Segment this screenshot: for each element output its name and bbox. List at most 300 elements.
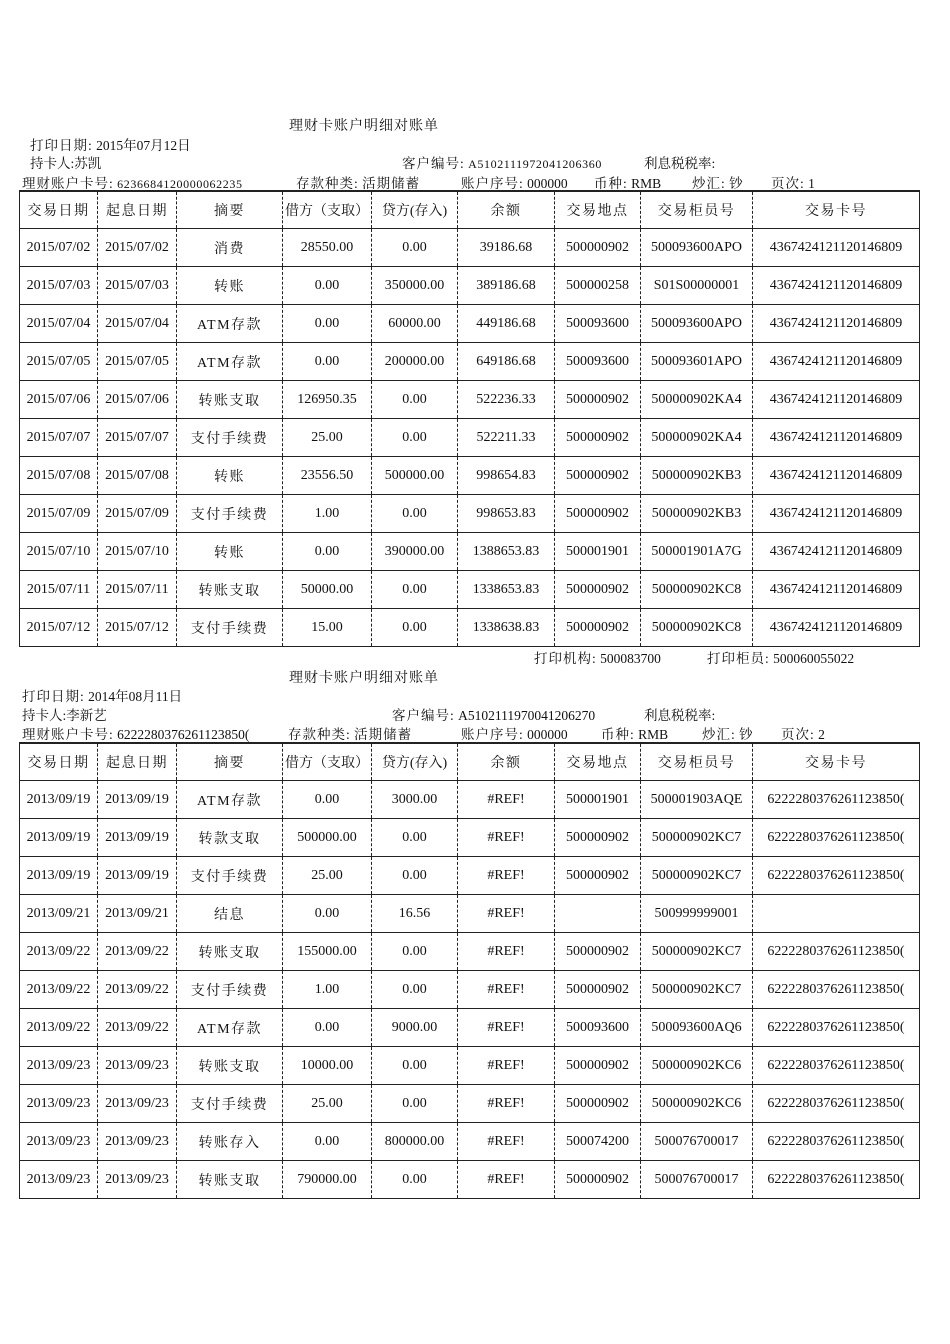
currency-value: RMB [631,176,662,191]
statement1-tax-rate-label: 利息税税率: [644,156,716,171]
statement2-page [781,723,825,743]
statement2-currency [601,723,668,743]
cell-summary: ATM存款 [177,343,283,381]
cell-card-no: 4367424121120146809 [753,267,920,305]
table-row [20,305,920,343]
cell-balance: 522211.33 [458,419,555,457]
statement1-table [19,190,920,647]
print-teller-label: 打印柜员: [707,651,770,666]
cell-credit: 0.00 [372,933,458,971]
cell-location: 500000902 [555,609,641,647]
cell-debit: 126950.35 [283,381,372,419]
cell-card-no: 6222280376261123850( [753,819,920,857]
cell-credit: 390000.00 [372,533,458,571]
statement2-cash [702,723,753,743]
cell-credit: 0.00 [372,1085,458,1123]
page-value: 1 [808,176,815,191]
cell-trade-date: 2013/09/23 [20,1123,98,1161]
cell-trade-date: 2013/09/19 [20,781,98,819]
column-header-balance: 余额 [458,743,555,781]
cell-summary: ATM存款 [177,781,283,819]
cell-balance: #REF! [458,895,555,933]
cell-summary: 转账 [177,457,283,495]
statement2-account-seq [461,723,568,743]
statement1-currency [594,172,661,192]
cell-summary: 结息 [177,895,283,933]
cell-card-no: 4367424121120146809 [753,305,920,343]
column-header-credit: 贷方(存入) [372,191,458,229]
cell-card-no: 4367424121120146809 [753,533,920,571]
table-row [20,1161,920,1199]
cell-value-date: 2015/07/06 [98,381,177,419]
cell-card-no: 4367424121120146809 [753,457,920,495]
cell-teller-no: 500000902KB3 [641,457,753,495]
cell-teller-no: 500076700017 [641,1123,753,1161]
cell-debit: 28550.00 [283,229,372,267]
cell-trade-date: 2015/07/05 [20,343,98,381]
cell-location [555,895,641,933]
cell-credit: 500000.00 [372,457,458,495]
cell-value-date: 2013/09/23 [98,1123,177,1161]
cell-debit: 0.00 [283,267,372,305]
cell-summary: 转款支取 [177,819,283,857]
column-header-debit: 借方（支取） [283,191,372,229]
table-row [20,819,920,857]
cell-location: 500000902 [555,495,641,533]
cell-balance: #REF! [458,971,555,1009]
table-row [20,857,920,895]
cell-value-date: 2015/07/07 [98,419,177,457]
column-header-summary: 摘要 [177,191,283,229]
table-row [20,609,920,647]
cell-teller-no: 500000902KC7 [641,819,753,857]
cell-trade-date: 2015/07/09 [20,495,98,533]
cell-value-date: 2013/09/21 [98,895,177,933]
cell-balance: 389186.68 [458,267,555,305]
column-header-trade-date: 交易日期 [20,743,98,781]
cell-credit: 60000.00 [372,305,458,343]
cell-debit: 50000.00 [283,571,372,609]
cell-balance: 39186.68 [458,229,555,267]
statement2-holder: 持卡人:李新艺 [22,708,107,723]
cell-balance: 1338653.83 [458,571,555,609]
cell-trade-date: 2015/07/07 [20,419,98,457]
table-row [20,1009,920,1047]
cell-balance: 522236.33 [458,381,555,419]
cell-location: 500000902 [555,419,641,457]
cell-debit: 0.00 [283,895,372,933]
cell-teller-no: S01S00000001 [641,267,753,305]
cell-balance: #REF! [458,933,555,971]
table-row [20,229,920,267]
card-no-label: 理财账户卡号: [22,727,114,742]
column-header-balance: 余额 [458,191,555,229]
statement2-print-date [22,685,182,705]
cell-debit: 25.00 [283,1085,372,1123]
cell-trade-date: 2013/09/22 [20,1009,98,1047]
column-header-card-no: 交易卡号 [753,191,920,229]
statement1-deposit-type [296,172,420,192]
cell-value-date: 2013/09/23 [98,1047,177,1085]
currency-value: RMB [638,727,669,742]
cell-trade-date: 2015/07/04 [20,305,98,343]
cell-location: 500093600 [555,1009,641,1047]
cell-credit: 0.00 [372,419,458,457]
currency-label: 币种: [601,727,635,742]
customer-no-value: A5102111970041206270 [458,708,596,723]
cell-location: 500000902 [555,857,641,895]
cell-card-no: 4367424121120146809 [753,571,920,609]
cell-trade-date: 2015/07/03 [20,267,98,305]
cell-trade-date: 2015/07/08 [20,457,98,495]
cell-balance: 998653.83 [458,495,555,533]
cell-teller-no: 500093600APO [641,305,753,343]
cell-debit: 790000.00 [283,1161,372,1199]
cell-card-no [753,895,920,933]
cell-value-date: 2013/09/19 [98,781,177,819]
cell-debit: 0.00 [283,343,372,381]
cell-value-date: 2013/09/23 [98,1085,177,1123]
cell-trade-date: 2015/07/10 [20,533,98,571]
cell-card-no: 6222280376261123850( [753,971,920,1009]
statement1-title: 理财卡账户明细对账单 [289,119,439,134]
column-header-card-no: 交易卡号 [753,743,920,781]
cell-credit: 800000.00 [372,1123,458,1161]
cell-location: 500000902 [555,1047,641,1085]
currency-label: 币种: [594,176,628,191]
customer-no-label: 客户编号: [392,708,455,723]
cell-value-date: 2015/07/10 [98,533,177,571]
cell-debit: 1.00 [283,971,372,1009]
cell-teller-no: 500001901A7G [641,533,753,571]
cell-debit: 23556.50 [283,457,372,495]
cell-credit: 0.00 [372,971,458,1009]
cell-teller-no: 500000902KC7 [641,857,753,895]
table-row [20,419,920,457]
cell-credit: 0.00 [372,381,458,419]
account-seq-label: 账户序号: [461,727,524,742]
statement1-page [771,172,815,192]
customer-no-value: A5102111972041206360 [468,157,602,171]
cell-credit: 0.00 [372,1161,458,1199]
cell-summary: 支付手续费 [177,419,283,457]
cell-summary: 转账存入 [177,1123,283,1161]
page-value: 2 [818,727,825,742]
cell-teller-no: 500999999001 [641,895,753,933]
table-row [20,495,920,533]
column-header-teller-no: 交易柜员号 [641,191,753,229]
table-row [20,1047,920,1085]
cell-trade-date: 2013/09/23 [20,1085,98,1123]
cell-card-no: 4367424121120146809 [753,381,920,419]
deposit-type-value: 活期储蓄 [362,176,421,191]
cell-location: 500000902 [555,457,641,495]
page-label: 页次: [771,176,805,191]
cell-location: 500074200 [555,1123,641,1161]
cell-location: 500001901 [555,533,641,571]
statement2-tax-rate-label: 利息税税率: [644,708,716,723]
card-no-value: 6222280376261123850( [117,727,250,742]
cell-debit: 0.00 [283,781,372,819]
cell-card-no: 6222280376261123850( [753,933,920,971]
cell-debit: 25.00 [283,857,372,895]
column-header-value-date: 起息日期 [98,191,177,229]
cell-debit: 10000.00 [283,1047,372,1085]
cell-teller-no: 500000902KA4 [641,381,753,419]
cell-teller-no: 500000902KC7 [641,971,753,1009]
cell-card-no: 6222280376261123850( [753,1161,920,1199]
cell-credit: 350000.00 [372,267,458,305]
cell-teller-no: 500000902KC7 [641,933,753,971]
cell-teller-no: 500000902KC8 [641,571,753,609]
cell-card-no: 4367424121120146809 [753,343,920,381]
cash-value: 钞 [739,727,753,742]
cell-summary: 转账 [177,533,283,571]
account-seq-value: 000000 [527,727,568,742]
cell-credit: 0.00 [372,819,458,857]
statement1-holder: 持卡人:苏凯 [30,156,102,171]
cash-label: 炒汇: [692,176,726,191]
cell-summary: 转账支取 [177,1161,283,1199]
cell-credit: 0.00 [372,609,458,647]
statement2-deposit-type [288,723,412,743]
cell-teller-no: 500001903AQE [641,781,753,819]
cell-trade-date: 2013/09/22 [20,971,98,1009]
cell-balance: #REF! [458,1047,555,1085]
cell-location: 500000258 [555,267,641,305]
cell-balance: 998654.83 [458,457,555,495]
cell-value-date: 2015/07/05 [98,343,177,381]
deposit-type-label: 存款种类: [296,176,359,191]
cell-value-date: 2013/09/23 [98,1161,177,1199]
cell-card-no: 4367424121120146809 [753,609,920,647]
cell-location: 500001901 [555,781,641,819]
cell-credit: 3000.00 [372,781,458,819]
table-row [20,571,920,609]
cell-balance: #REF! [458,1009,555,1047]
column-header-trade-date: 交易日期 [20,191,98,229]
cell-teller-no: 500093600AQ6 [641,1009,753,1047]
cell-card-no: 6222280376261123850( [753,781,920,819]
cell-trade-date: 2013/09/19 [20,819,98,857]
cell-value-date: 2015/07/09 [98,495,177,533]
cell-summary: 转账支取 [177,1047,283,1085]
account-seq-label: 账户序号: [461,176,524,191]
cell-summary: ATM存款 [177,305,283,343]
cell-summary: ATM存款 [177,1009,283,1047]
cell-value-date: 2015/07/03 [98,267,177,305]
cell-value-date: 2015/07/11 [98,571,177,609]
cell-balance: 449186.68 [458,305,555,343]
statement1-card-no [22,172,243,192]
cell-trade-date: 2013/09/22 [20,933,98,971]
cell-debit: 15.00 [283,609,372,647]
cell-card-no: 6222280376261123850( [753,1085,920,1123]
cell-card-no: 6222280376261123850( [753,1047,920,1085]
cell-summary: 支付手续费 [177,857,283,895]
print-date-label: 打印日期: [22,689,85,704]
cell-trade-date: 2015/07/11 [20,571,98,609]
cell-balance: #REF! [458,819,555,857]
cell-value-date: 2013/09/19 [98,819,177,857]
account-seq-value: 000000 [527,176,568,191]
cell-trade-date: 2013/09/23 [20,1047,98,1085]
card-no-value: 6236684120000062235 [117,177,243,191]
cell-value-date: 2015/07/12 [98,609,177,647]
cell-teller-no: 500093601APO [641,343,753,381]
cell-value-date: 2015/07/02 [98,229,177,267]
table-row [20,457,920,495]
cell-balance: #REF! [458,781,555,819]
statement2-table [19,742,920,1199]
cell-balance: 1338638.83 [458,609,555,647]
cell-location: 500000902 [555,229,641,267]
cell-debit: 0.00 [283,305,372,343]
cell-debit: 0.00 [283,533,372,571]
statement2-customer-no [392,704,595,724]
column-header-value-date: 起息日期 [98,743,177,781]
table-row [20,533,920,571]
cell-balance: #REF! [458,1085,555,1123]
statement1-cash [692,172,743,192]
cell-location: 500000902 [555,1161,641,1199]
table-header-row [20,191,920,229]
cell-teller-no: 500000902KA4 [641,419,753,457]
cell-trade-date: 2015/07/12 [20,609,98,647]
cell-teller-no: 500000902KC6 [641,1047,753,1085]
cell-location: 500000902 [555,381,641,419]
cell-teller-no: 500000902KC8 [641,609,753,647]
cell-summary: 转账支取 [177,381,283,419]
cell-credit: 0.00 [372,1047,458,1085]
cell-summary: 支付手续费 [177,495,283,533]
table-row [20,895,920,933]
cell-teller-no: 500076700017 [641,1161,753,1199]
table-row [20,781,920,819]
cell-summary: 消费 [177,229,283,267]
cell-credit: 9000.00 [372,1009,458,1047]
cell-teller-no: 500093600APO [641,229,753,267]
cell-location: 500000902 [555,819,641,857]
cell-debit: 500000.00 [283,819,372,857]
column-header-credit: 贷方(存入) [372,743,458,781]
cell-value-date: 2013/09/22 [98,933,177,971]
cell-location: 500000902 [555,933,641,971]
cell-card-no: 4367424121120146809 [753,419,920,457]
cell-summary: 支付手续费 [177,609,283,647]
cell-teller-no: 500000902KC6 [641,1085,753,1123]
cell-summary: 支付手续费 [177,1085,283,1123]
cell-location: 500000902 [555,1085,641,1123]
customer-no-label: 客户编号: [402,156,465,171]
print-date-value: 2014年08月11日 [88,689,183,704]
cell-card-no: 6222280376261123850( [753,1123,920,1161]
table-row [20,1085,920,1123]
cell-card-no: 6222280376261123850( [753,857,920,895]
column-header-location: 交易地点 [555,191,641,229]
deposit-type-value: 活期储蓄 [354,727,413,742]
cell-credit: 0.00 [372,229,458,267]
cell-trade-date: 2013/09/21 [20,895,98,933]
page-label: 页次: [781,727,815,742]
statement1-print-org [534,647,661,667]
cell-value-date: 2013/09/19 [98,857,177,895]
cell-debit: 155000.00 [283,933,372,971]
statement2-title: 理财卡账户明细对账单 [289,671,439,686]
table-row [20,343,920,381]
cell-summary: 转账支取 [177,571,283,609]
cell-teller-no: 500000902KB3 [641,495,753,533]
cell-card-no: 6222280376261123850( [753,1009,920,1047]
cell-location: 500093600 [555,343,641,381]
cell-location: 500000902 [555,571,641,609]
card-no-label: 理财账户卡号: [22,176,114,191]
cell-trade-date: 2015/07/02 [20,229,98,267]
cell-debit: 0.00 [283,1009,372,1047]
cell-location: 500093600 [555,305,641,343]
statement1-account-seq [461,172,568,192]
table-header-row [20,743,920,781]
cell-credit: 0.00 [372,571,458,609]
table-row [20,933,920,971]
table-row [20,1123,920,1161]
cash-label: 炒汇: [702,727,736,742]
cell-balance: #REF! [458,1161,555,1199]
cell-trade-date: 2013/09/19 [20,857,98,895]
column-header-debit: 借方（支取） [283,743,372,781]
column-header-summary: 摘要 [177,743,283,781]
cell-card-no: 4367424121120146809 [753,229,920,267]
cell-balance: 1388653.83 [458,533,555,571]
statement1-customer-no [402,152,602,172]
print-teller-value: 500060055022 [773,651,855,666]
cell-trade-date: 2015/07/06 [20,381,98,419]
cell-value-date: 2013/09/22 [98,971,177,1009]
cell-credit: 200000.00 [372,343,458,381]
cell-summary: 支付手续费 [177,971,283,1009]
cell-debit: 1.00 [283,495,372,533]
cell-balance: #REF! [458,1123,555,1161]
cell-debit: 0.00 [283,1123,372,1161]
statement2-card-no [22,723,249,743]
cell-balance: 649186.68 [458,343,555,381]
cell-trade-date: 2013/09/23 [20,1161,98,1199]
print-org-label: 打印机构: [534,651,597,666]
cash-value: 钞 [729,176,743,191]
cell-balance: #REF! [458,857,555,895]
cell-card-no: 4367424121120146809 [753,495,920,533]
print-date-label: 打印日期: [30,138,93,153]
cell-debit: 25.00 [283,419,372,457]
cell-credit: 0.00 [372,495,458,533]
print-date-value: 2015年07月12日 [96,138,191,153]
deposit-type-label: 存款种类: [288,727,351,742]
cell-value-date: 2015/07/04 [98,305,177,343]
table-row [20,267,920,305]
table-row [20,971,920,1009]
table-row [20,381,920,419]
statement1-print-teller [707,647,854,667]
cell-credit: 16.56 [372,895,458,933]
cell-value-date: 2013/09/22 [98,1009,177,1047]
cell-summary: 转账 [177,267,283,305]
cell-summary: 转账支取 [177,933,283,971]
statement1-print-date [30,134,191,154]
column-header-teller-no: 交易柜员号 [641,743,753,781]
cell-credit: 0.00 [372,857,458,895]
cell-value-date: 2015/07/08 [98,457,177,495]
cell-location: 500000902 [555,971,641,1009]
